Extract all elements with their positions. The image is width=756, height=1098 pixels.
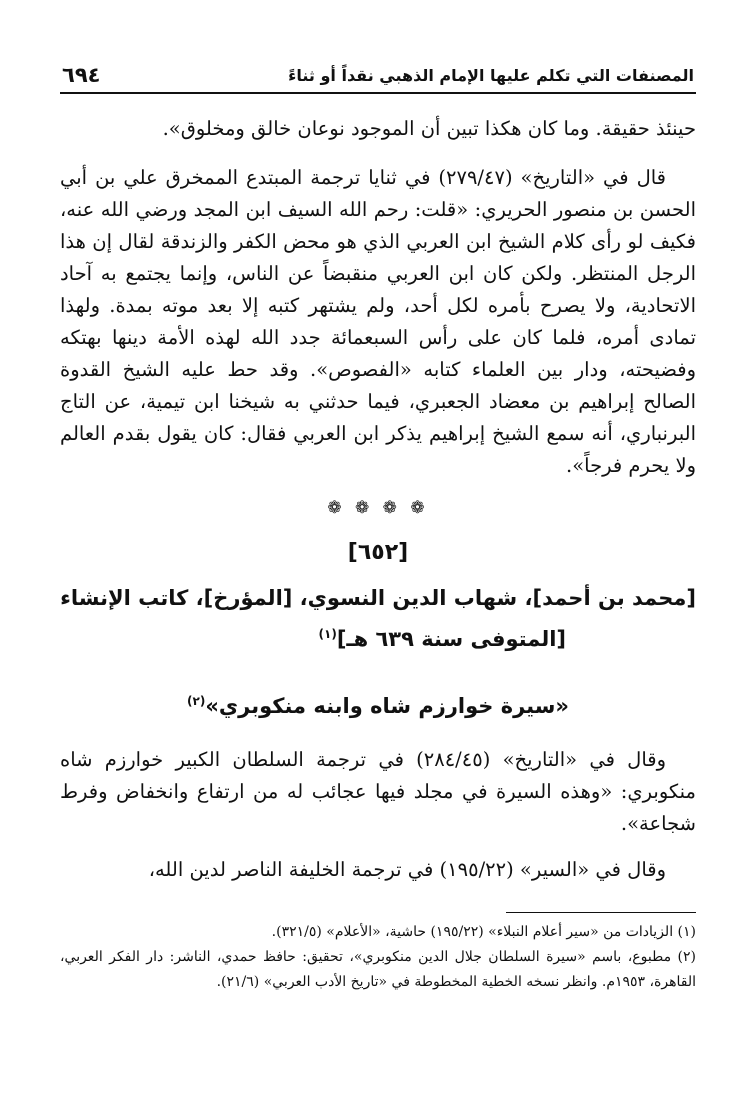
footnote-2: (٢) مطبوع، باسم «سيرة السلطان جلال الدين منكوبري»، تحقيق: حافظ حمدي، الناشر: دار الفكر العربي، القاهرة، ١٩٥٣م. وانظر نسخه الخطية المخطوطة في «تاريخ الأدب العربي» (٢١/٦).: [60, 949, 696, 990]
section-separator-stars: ❁ ❁ ❁ ❁: [327, 498, 429, 518]
running-title: المصنفات التي تكلم عليها الإمام الذهبي نقداً أو ثناءً: [288, 65, 694, 85]
paragraph-siyar-nasir: وقال في «السير» (١٩٥/٢٢) في ترجمة الخليفة الناصر لدين الله،: [148, 858, 666, 881]
footnote-marker-2[interactable]: (٢): [187, 694, 206, 708]
footnote-divider: [506, 912, 696, 913]
entry-heading-death-date: [المتوفى سنة ٦٣٩ هـ]: [336, 627, 566, 651]
work-title-text: «سيرة خوارزم شاه وابنه منكوبري»: [205, 694, 569, 718]
work-title: [0, 694, 756, 718]
paragraph-quote-ending: حينئذ حقيقة. وما كان هكذا تبين أن الموجود نوعان خالق ومخلوق».: [162, 117, 696, 140]
entry-heading-line2: [60, 616, 696, 657]
header-divider: [60, 92, 696, 94]
page-number: ٦٩٤: [62, 63, 101, 87]
paragraph-tarikh-khwarazm: وقال في «التاريخ» (٢٨٤/٤٥) في ترجمة السلطان الكبير خوارزم شاه منكوبري: «وهذه السيرة في مجلد فيها عجائب له من ارتفاع وانخفاض وفرط شجاعة».: [60, 748, 696, 835]
paragraph-tarikh-hariri: قال في «التاريخ» (٢٧٩/٤٧) في ثنايا ترجمة المبتدع الممخرق علي بن أبي الحسن بن منصور الحريري: «قلت: رحم الله السيف ابن المجد ورضي الله عنه، فكيف لو رأى كلام الشيخ ابن العربي الذي هو محض الكفر والزندقة لقال إن هذا الرجل المنتظر. ولكن كان ابن العربي منقبضاً عن الناس، وإنما يجتمع به آحاد الاتحادية، ولا يصرح بأمره لكل أحد، ولم يشتهر كتبه إلا بعد موته بمدة. ولهذا تمادى أمره، فلما كان على رأس السبعمائة جدد الله لهذه الأمة دينها بهتكه وفضيحته، ودار بين العلماء كتابه «الفصوص». وقد حط عليه الشيخ القدوة الصالح إبراهيم بن معضاد الجعبري، فيما حدثني به شيخنا ابن تيمية، عن التاج البرنباري، أنه سمع الشيخ إبراهيم يذكر ابن العربي فقال: كان يقول بقدم العالم ولا يحرم فرجاً».: [60, 166, 696, 477]
entry-number: [٦٥٢]: [347, 540, 409, 565]
footnote-marker-1[interactable]: (١): [318, 627, 337, 641]
entry-heading-line1: [محمد بن أحمد]، شهاب الدين النسوي، [المؤرخ]، كاتب الإنشاء: [60, 586, 696, 610]
running-header: [62, 60, 694, 90]
footnote-1: (١) الزيادات من «سير أعلام النبلاء» (١٩٥/٢٢) حاشية، «الأعلام» (٣٢١/٥).: [271, 924, 696, 940]
footnotes: [60, 920, 696, 995]
entry-heading: [60, 580, 696, 657]
